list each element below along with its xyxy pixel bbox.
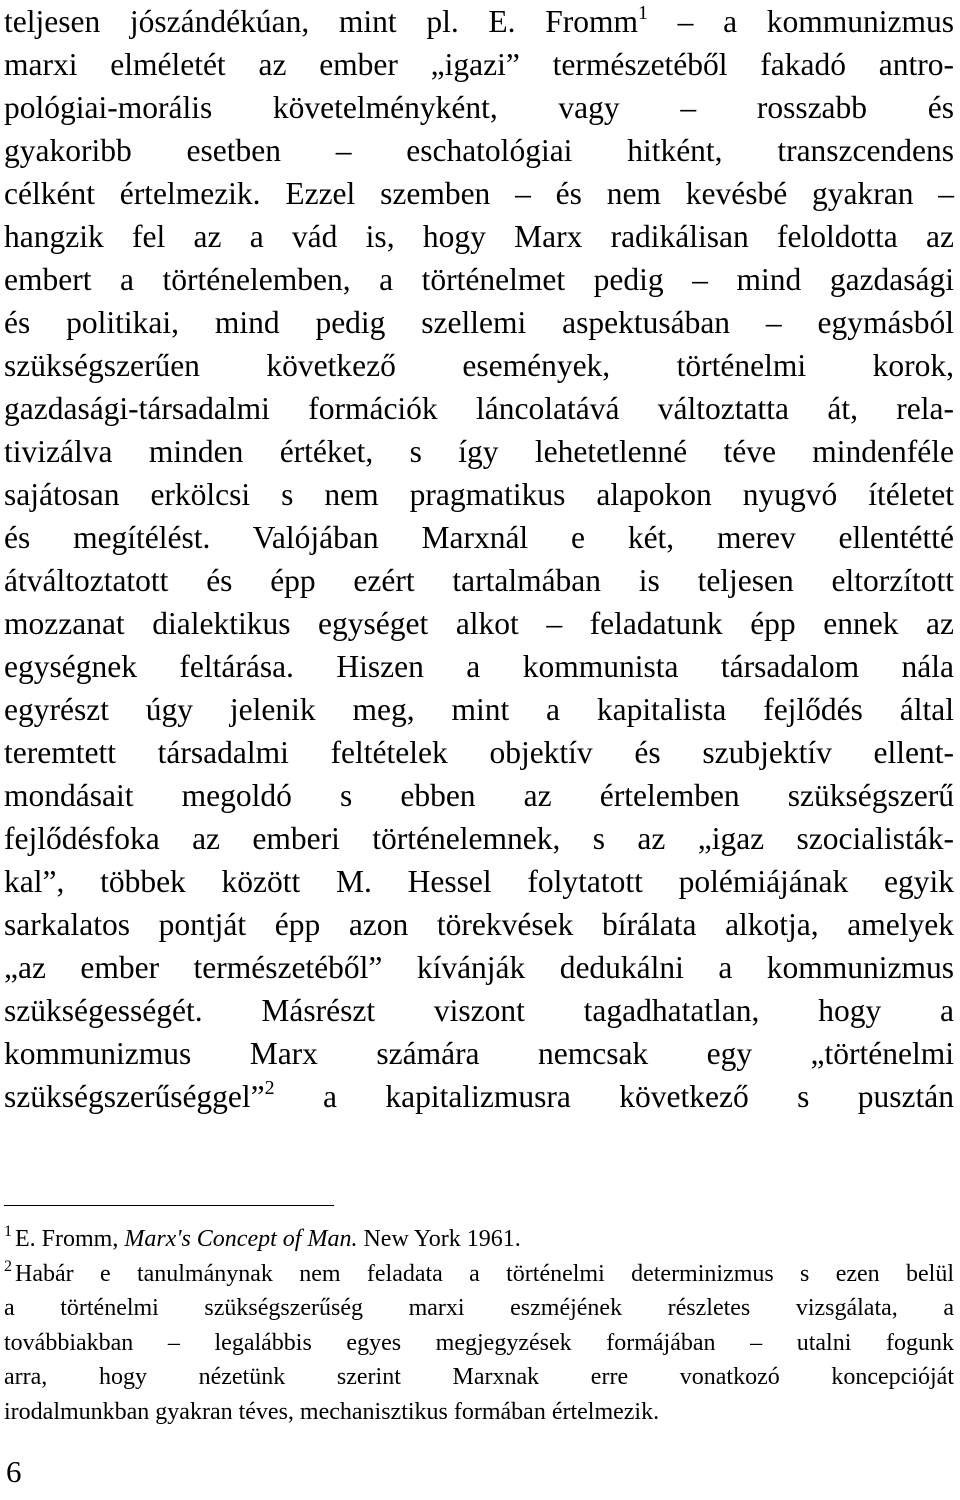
footnote-2: $^2$ Habár e tanulmánynak nem feladata a történelmi determinizmus s ezen belül [4,1257,954,1287]
body-line: hangzik fel az a vád is, hogy Marx radikálisan feloldotta az [4,219,954,254]
body-line: teremtett társadalmi feltételek objektív és szubjektív ellent- [4,735,954,770]
body-line: fejlődésfoka az emberi történelemnek, s az „igaz szocialisták- [4,821,954,856]
body-line: teljesen jószándékúan, mint pl. E. Fromm$^1$ – a kommunizmus [4,2,955,39]
body-line: és megítélést. Valójában Marxnál e két, merev ellentétté [4,520,954,555]
body-line: szükségszerűséggel”$^2$ a kapitalizmusra következő s pusztán [4,1077,954,1114]
body-line: egyrészt úgy jelenik meg, mint a kapitalista fejlődés által [4,692,954,727]
body-line: sajátosan erkölcsi s nem pragmatikus alapokon nyugvó ítéletet [4,477,954,512]
body-text [4,0,954,1118]
body-line: egységnek feltárása. Hiszen a kommunista társadalom nála [4,649,954,684]
body-line: kal”, többek között M. Hessel folytatott polémiájának egyik [4,864,954,899]
footnote-mark: 1 [4,1223,12,1240]
body-line: mozzanat dialektikus egységet alkot – feladatunk épp ennek az [4,606,954,641]
footnote-line: a történelmi szükségszerűség marxi eszméjének részletes vizsgálata, a [4,1295,954,1321]
body-line: gazdasági-társadalmi formációk láncolatává változtatta át, rela- [4,391,954,426]
body-line: pológiai-morális követelményként, vagy – rosszabb és [4,90,954,125]
body-line: és politikai, mind pedig szellemi aspektusában – egymásból [4,305,954,340]
footnote-reference[interactable]: 1 [637,2,648,24]
footnote-reference[interactable]: 2 [264,1077,275,1099]
body-line: kommunizmus Marx számára nemcsak egy „történelmi [4,1036,954,1071]
body-line: „az ember természetéből” kívánják dedukálni a kommunizmus [4,950,954,985]
body-line: tivizálva minden értéket, s így lehetetlenné téve mindenféle [4,434,954,469]
body-line: mondásait megoldó s ebben az értelemben szükségszerű [4,778,954,813]
body-line: szükségességét. Másrészt viszont tagadhatatlan, hogy a [4,993,954,1028]
body-line: marxi elméletét az ember „igazi” természetéből fakadó antro- [4,47,954,82]
footnote-mark: 2 [4,1257,12,1275]
body-line: célként értelmezik. Ezzel szemben – és nem kevésbé gyakran – [4,176,954,211]
footnote-1: $^1$ E. Fromm, Marx's Concept of Man. New York 1961. [4,1223,521,1252]
footnote-line: továbbiakban – legalábbis egyes megjegyzések formájában – utalni fogunk [4,1329,954,1356]
footnotes [4,1222,954,1429]
footnote-line: arra, hogy nézetünk szerint Marxnak erre vonatkozó koncepcióját [4,1364,954,1390]
body-line: embert a történelemben, a történelmet pedig – mind gazdasági [4,262,954,297]
book-title: Marx's Concept of Man. [124,1226,358,1252]
body-line: sarkalatos pontját épp azon törekvések bírálata alkotja, amelyek [4,907,954,942]
footnote-line: irodalmunkban gyakran téves, mechanisztikus formában értelmezik. [4,1398,660,1425]
body-line: gyakoribb esetben – eschatológiai hitként, transzcendens [4,133,954,168]
body-line: szükségszerűen következő események, történelmi korok, [4,348,954,383]
footnote-separator [4,1205,334,1206]
body-line: átváltoztatott és épp ezért tartalmában is teljesen eltorzított [4,563,954,598]
page-number: 6 [6,1454,22,1489]
